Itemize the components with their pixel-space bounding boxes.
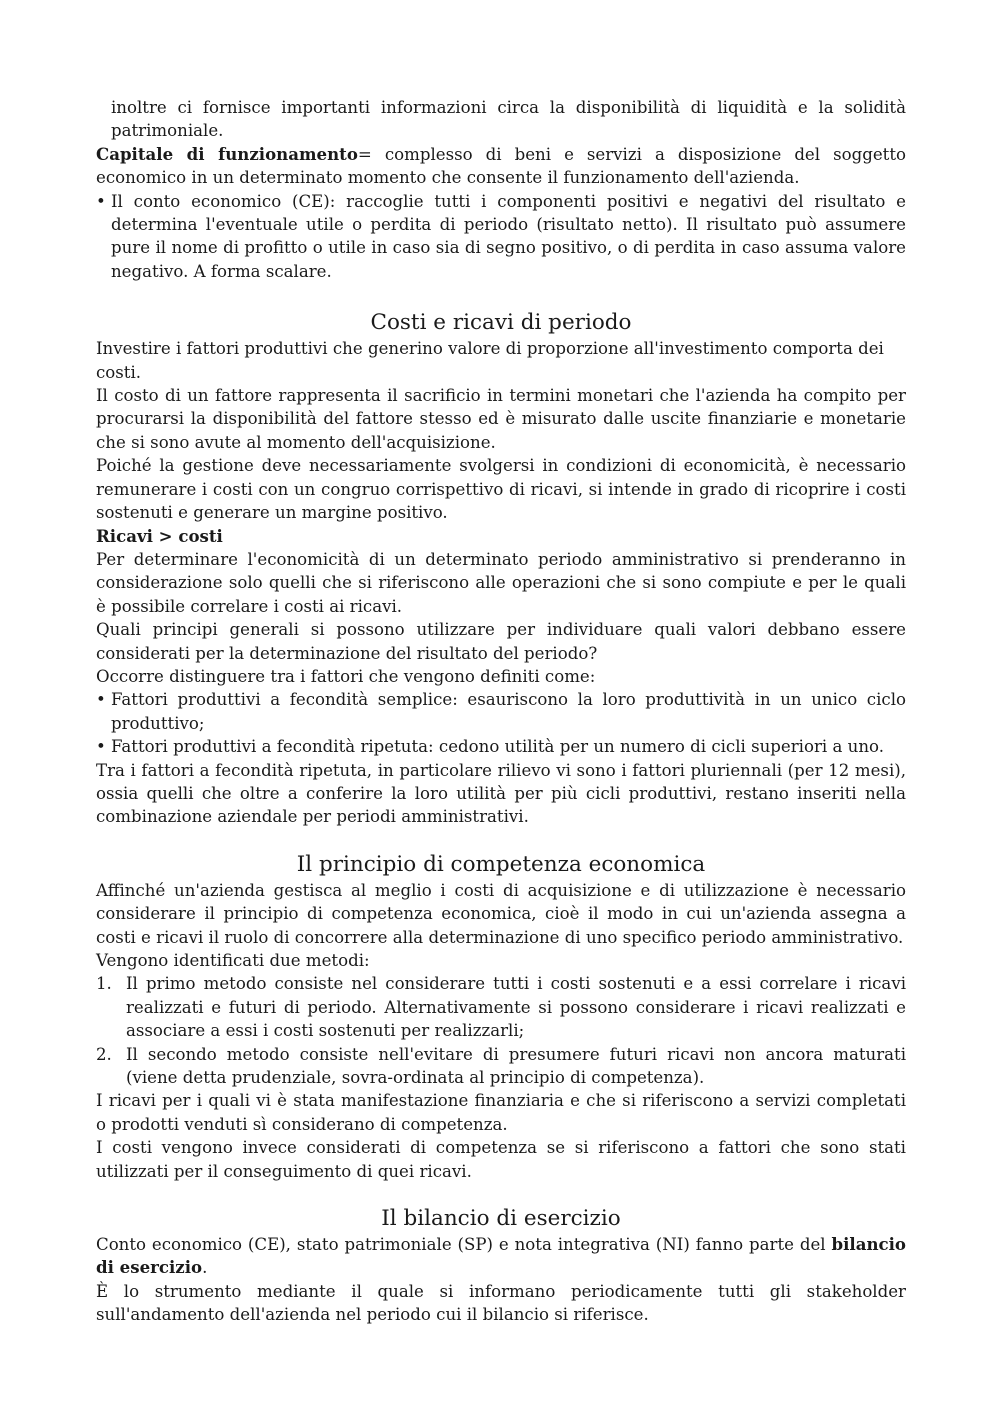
capitale-term: Capitale di funzionamento [96, 143, 358, 164]
paragraph: Il costo di un fattore rappresenta il sacrificio in termini monetari che l'azienda ha compito per procurarsi la disponibilità del fattore stesso ed è misurato dalle uscite finanziarie e monetarie che si sono avute al momento dell'acquisizione. [96, 386, 906, 452]
paragraph: Investire i fattori produttivi che generino valore di proporzione all'investimento comporta dei costi. [96, 339, 884, 382]
paragraph: È lo strumento mediante il quale si informano periodicamente tutti gli stakeholder sull'andamento dell'azienda nel periodo cui il bilancio si riferisce. [96, 1281, 906, 1325]
paragraph: I ricavi per i quali vi è stata manifestazione finanziaria e che si riferiscono a servizi completati o prodotti venduti sì considerano di competenza. [96, 1091, 906, 1134]
paragraph: Tra i fattori a fecondità ripetuta, in particolare rilievo vi sono i fattori pluriennali (per 12 mesi), ossia quelli che oltre a conferire la loro utilità per più cicli produttivi, restano inseriti nella combinazione aziendale per periodi amministrativi. [96, 760, 906, 827]
capitale-def-text: = complesso di beni e servizi a disposizione del soggetto economico in un determinato momento che consente il funzionamento dell'azienda. [96, 144, 906, 188]
paragraph: Per determinare l'economicità di un determinato periodo amministrativo si prenderanno in considerazione solo quelli che si riferiscono alle operazioni che si sono compiute e per le quali è possibile correlare i costi ai ricavi. [96, 549, 906, 616]
ce-bullet-text: Il conto economico (CE): raccoglie tutti i componenti positivi e negativi del risultato e determina l'eventuale utile o perdita di periodo (risultato netto). Il risultato può assumere pure il nome di profitto o utile in caso sia di segno positivo, o di perdita in caso assuma valore negativo. A forma scalare. [111, 191, 906, 281]
paragraph: Poiché la gestione deve necessariamente svolgersi in condizioni di economicità, è necessario remunerare i costi con un congruo corrispettivo di ricavi, si intende in grado di ricoprire i costi sostenuti e generare un margine positivo. [96, 456, 906, 523]
item-number: 2. [96, 1044, 112, 1064]
paragraph: I costi vengono invece considerati di competenza se si riferiscono a fattori che sono stati utilizzati per il conseguimento di quei ricavi. [96, 1138, 906, 1181]
section-title-costi-ricavi: Costi e ricavi di periodo [370, 310, 632, 336]
capitale-definition [96, 143, 906, 190]
bullet-mark: • [96, 690, 106, 710]
item-text: Il primo metodo consiste nel considerare tutti i costi sostenuti e a essi correlare i ricavi realizzati e futuri di periodo. Alternativamente si possono considerare i ricavi realizzati e associare a essi i costi sostenuti per realizzarli; [126, 974, 906, 1041]
section-title-competenza: Il principio di competenza economica [296, 851, 706, 877]
bullet-mark: • [96, 737, 106, 757]
paragraph: Vengono identificati due metodi: [96, 951, 370, 970]
bullet-item [96, 688, 906, 735]
paragraph: Quali principi generali si possono utilizzare per individuare quali valori debbano essere considerati per la determinazione del risultato del periodo? [96, 620, 906, 663]
bullet-mark: • [96, 191, 106, 211]
paragraph: Occorre distinguere tra i fattori che vengono definiti come: [96, 666, 596, 686]
paragraph: Affinché un'azienda gestisca al meglio i costi di acquisizione e di utilizzazione è necessario considerare il principio di competenza economica, cioè il modo in cui un'azienda assegna a costi e ricavi il ruolo di concorrere alla determinazione di uno specifico periodo amministrativo. [96, 880, 906, 947]
bilancio-term: bilancio di esercizio [96, 1234, 906, 1278]
item-number: 1. [96, 974, 112, 994]
intro-continuation: inoltre ci fornisce importanti informazioni circa la disponibilità di liquidità e la solidità patrimoniale. [111, 98, 906, 141]
paragraph [96, 1233, 906, 1280]
bold-line [96, 525, 906, 548]
ce-bullet-item [96, 190, 906, 284]
numbered-item [96, 972, 906, 1042]
paragraph-text: Conto economico (CE), stato patrimoniale (SP) e nota integrativa (NI) fanno parte del [96, 1235, 832, 1255]
bullet-item [96, 735, 906, 758]
bullet-text: Fattori produttivi a fecondità semplice: esauriscono la loro produttività in un unico ciclo produttivo; [111, 690, 906, 733]
item-text: Il secondo metodo consiste nell'evitare di presumere futuri ricavi non ancora maturati (viene detta prudenziale, sovra-ordinata al principio di competenza). [126, 1044, 906, 1088]
numbered-item [96, 1043, 906, 1090]
ricavi-costi-label: Ricavi > costi [96, 525, 223, 546]
bullet-text: Fattori produttivi a fecondità ripetuta: cedono utilità per un numero di cicli superiori a uno. [111, 737, 885, 757]
paragraph-end: . [202, 1258, 208, 1278]
section-title-bilancio: Il bilancio di esercizio [381, 1206, 621, 1232]
